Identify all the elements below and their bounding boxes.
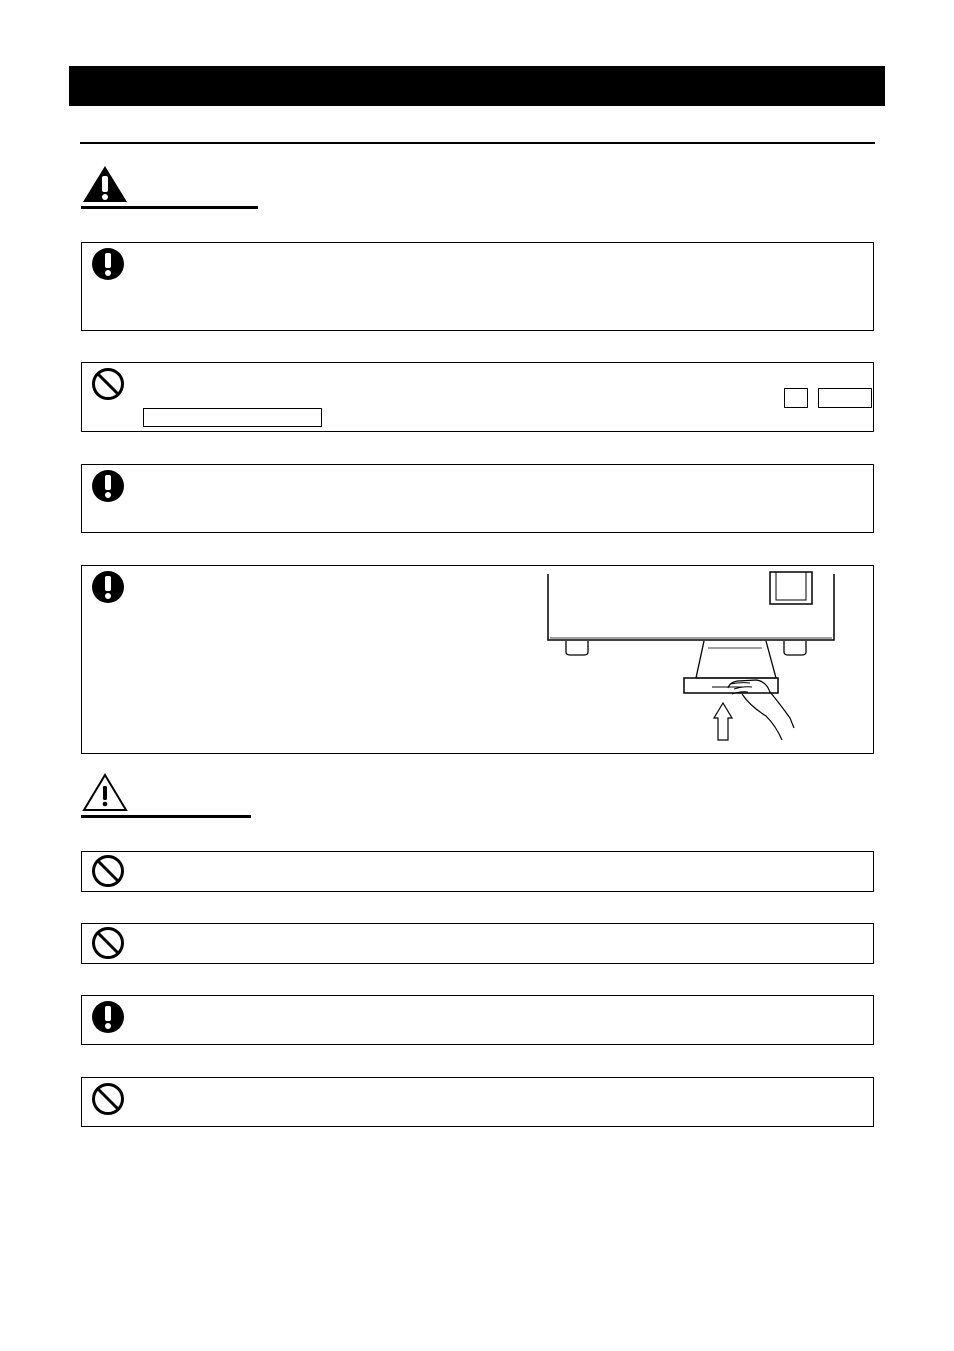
prohibition-icon (91, 854, 125, 888)
warning-item-4 (81, 565, 874, 754)
exclamation-circle-icon (91, 469, 125, 503)
section-divider (80, 142, 875, 144)
warning-underline (81, 206, 258, 209)
warning-item-2 (81, 362, 874, 432)
caution-underline (81, 815, 251, 818)
reference-box (784, 388, 808, 408)
header-bar (69, 66, 885, 106)
reference-box (818, 388, 872, 408)
exclamation-circle-icon (91, 1000, 125, 1034)
caution-item-4 (81, 1077, 874, 1127)
caution-item-3 (81, 995, 874, 1045)
warning-item-1 (81, 242, 874, 331)
exclamation-circle-icon (91, 570, 125, 604)
warning-triangle-icon (81, 164, 129, 204)
caution-triangle-icon (81, 772, 129, 812)
reference-box (143, 408, 322, 427)
drip-tray-removal-illustration (544, 570, 844, 750)
prohibition-icon (91, 1082, 125, 1116)
prohibition-icon (91, 926, 125, 960)
exclamation-circle-icon (91, 247, 125, 281)
caution-item-1 (81, 851, 874, 892)
prohibition-icon (91, 367, 125, 401)
caution-item-2 (81, 923, 874, 964)
warning-item-3 (81, 464, 874, 533)
